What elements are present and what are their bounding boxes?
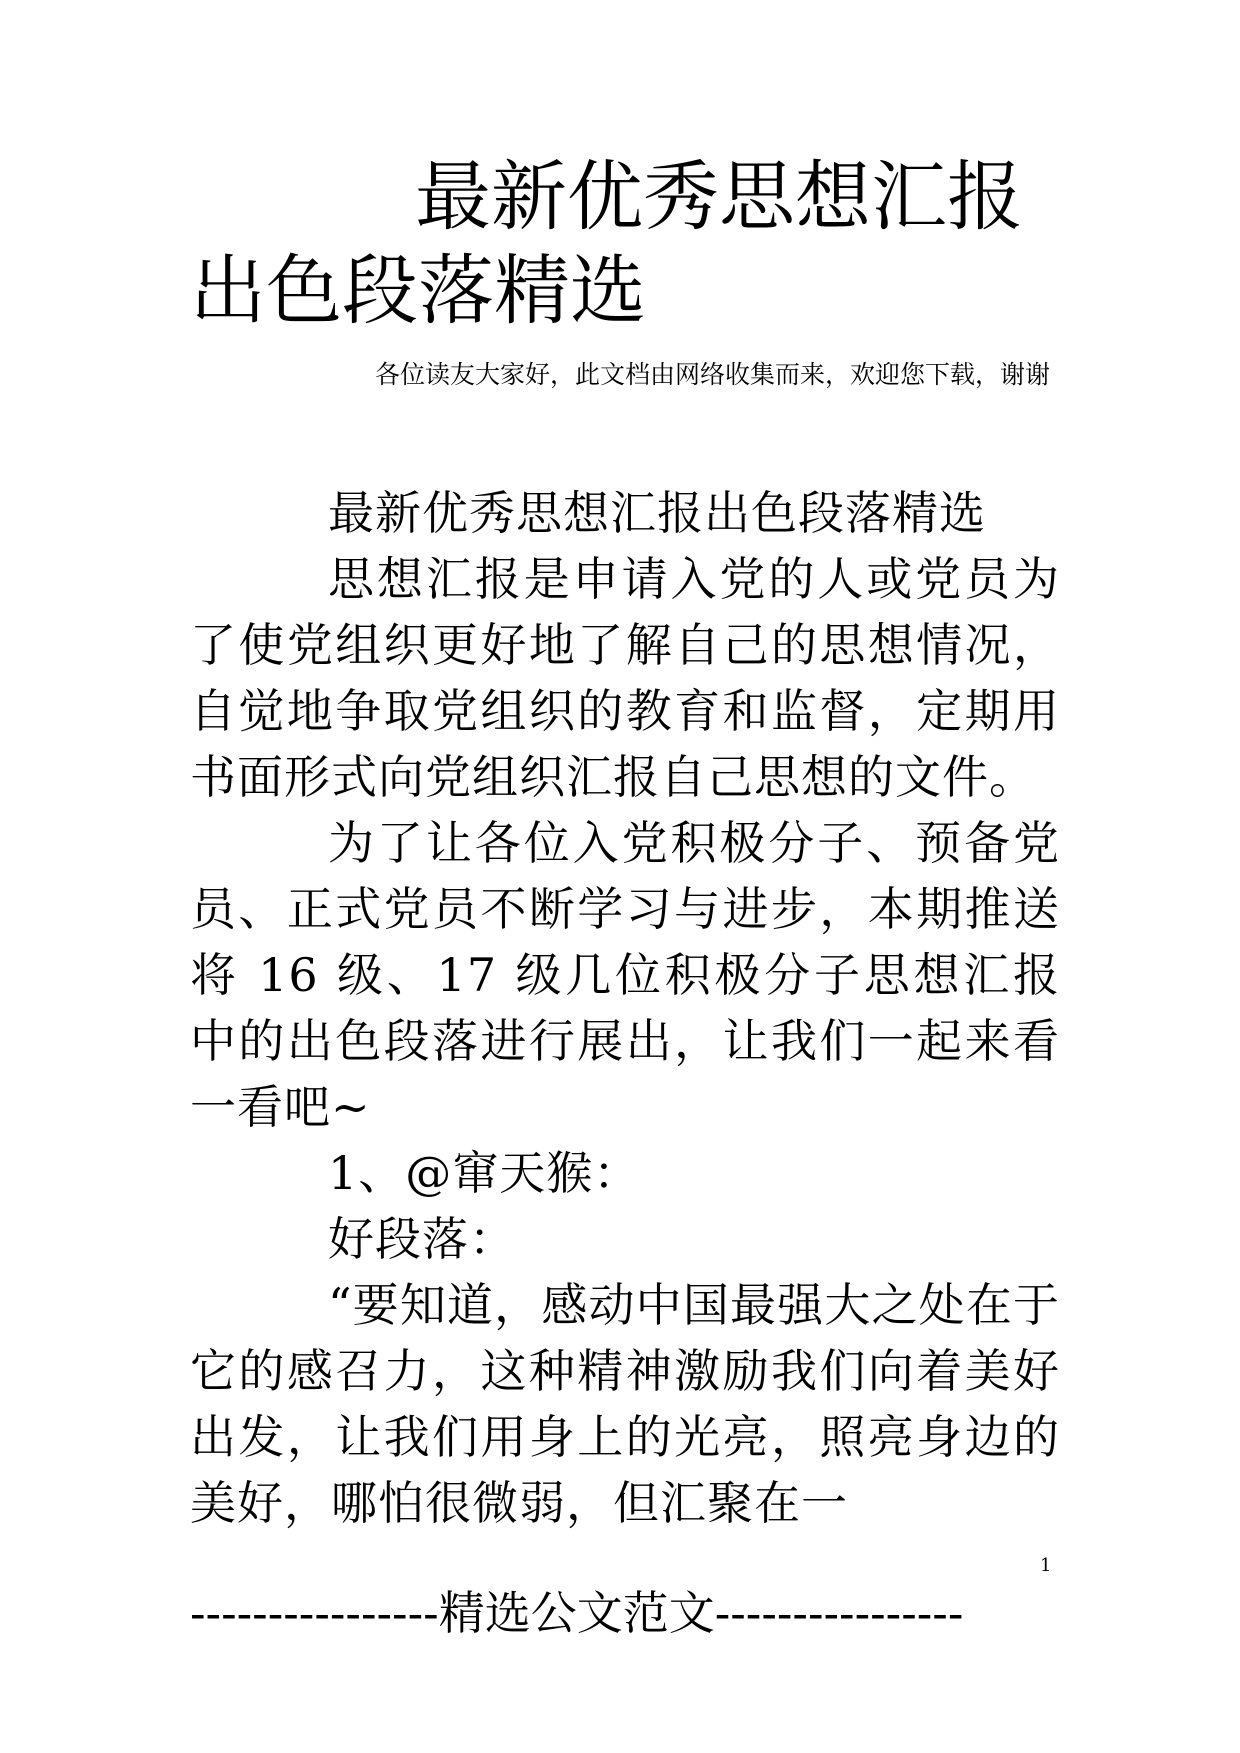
body-paragraph: 为了让各位入党积极分子、预备党员、正式党员不断学习与进步，本期推送将 16 级、17 级几位积极分子思想汇报中的出色段落进行展出，让我们一起来看一看吧~ — [190, 816, 1060, 1134]
body-paragraph: 1、@窜天猴： — [328, 1146, 641, 1200]
body-paragraph: “要知道，感动中国最强大之处在于它的感召力，这种精神激励我们向着美好出发，让我们用身上的光亮，照亮身边的美好，哪怕很微弱，但汇聚在一 — [190, 1278, 1060, 1530]
page-number: 1 — [1040, 1555, 1052, 1576]
document-body — [190, 480, 1060, 1536]
body-paragraph-heading: 最新优秀思想汇报出色段落精选 — [328, 486, 986, 540]
document-title: 最新优秀思想汇报出色段落精选 — [190, 152, 1023, 335]
page-footer: ----------------精选公文范文---------------- — [190, 1586, 964, 1640]
document-subtitle: 各位读友大家好，此文档由网络收集而来，欢迎您下载，谢谢 — [374, 360, 1050, 389]
body-paragraph: 思想汇报是申请入党的人或党员为了使党组织更好地了解自己的思想情况，自觉地争取党组织的教育和监督，定期用书面形式向党组织汇报自己思想的文件。 — [190, 552, 1060, 804]
body-paragraph: 好段落： — [328, 1212, 516, 1266]
